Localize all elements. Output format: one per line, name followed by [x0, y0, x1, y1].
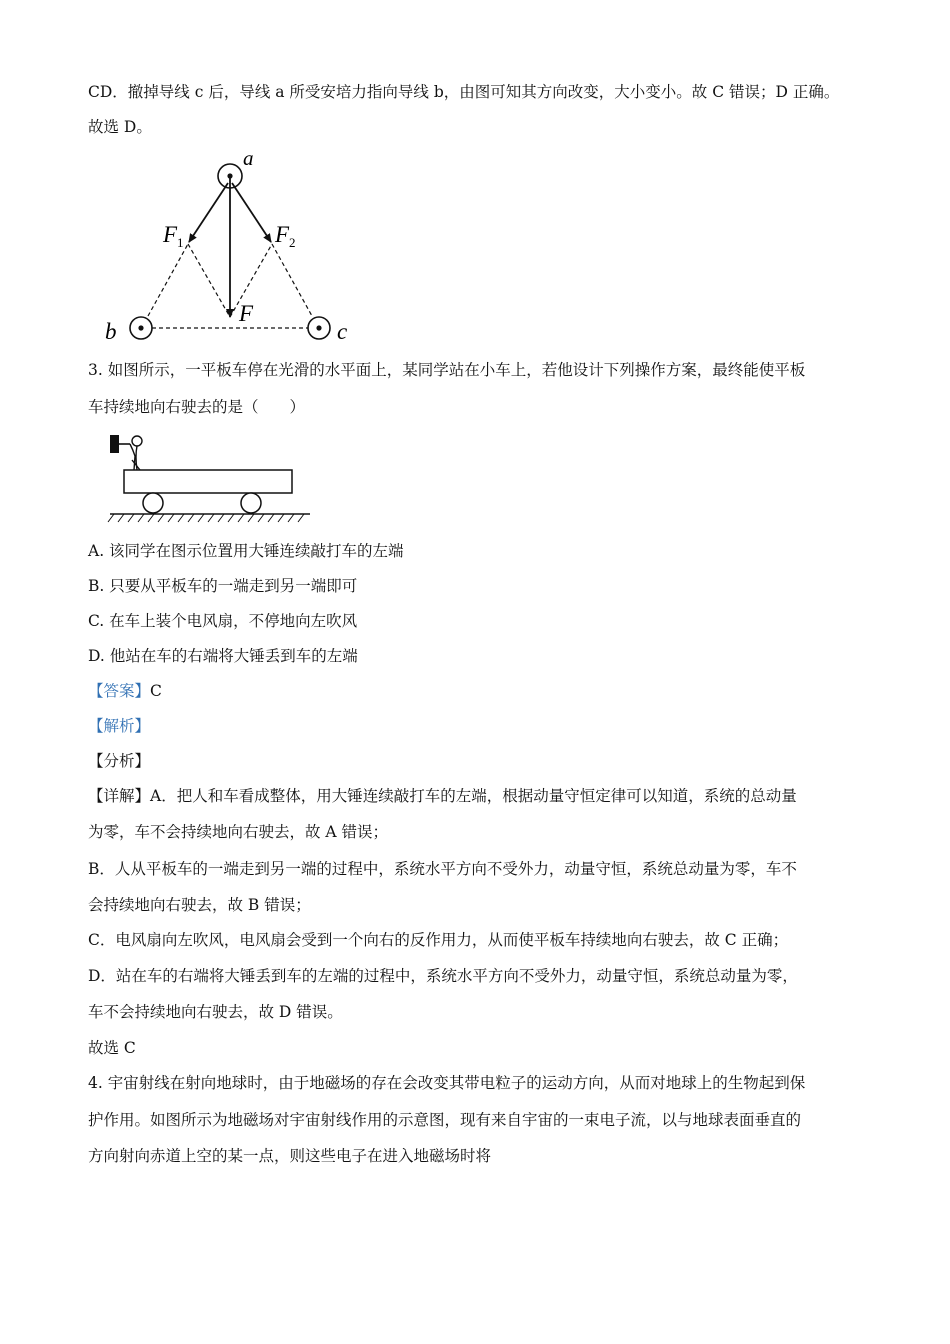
q3-option-a: A. 该同学在图示位置用大锤连续敲打车的左端	[88, 542, 404, 560]
dashed-line-f2-c	[272, 244, 312, 316]
q4-line-2: 护作用。如图所示为地磁场对宇宙射线作用的示意图，现有来自宇宙的一束电子流，以与地球表面垂直的	[88, 1111, 802, 1129]
ground	[108, 514, 310, 522]
detail-line-1	[88, 786, 797, 806]
detail-line-7: 车不会持续地向右驶去，故 D 错误。	[88, 1003, 343, 1021]
label-force-f1: F	[163, 222, 178, 247]
detail-text-1: A．把人和车看成整体，用大锤连续敲打车的左端，根据动量守恒定律可以知道，系统的总动量	[150, 787, 797, 805]
q3-answer	[88, 681, 162, 701]
q3-conclusion: 故选 C	[88, 1039, 136, 1057]
label-force-f1-subscript: 1	[177, 235, 184, 250]
cart-wheel-right	[241, 493, 261, 513]
label-a: a	[243, 146, 254, 170]
detail-line-2: 为零，车不会持续地向右驶去，故 A 错误；	[88, 823, 389, 841]
wire-b	[130, 317, 152, 339]
fenxi-tag: 【分析】	[88, 752, 151, 770]
answer-tag: 【答案】	[88, 682, 151, 700]
q4-line-1: 4. 宇宙射线在射向地球时，由于地磁场的存在会改变其带电粒子的运动方向，从而对地球上的生物起到保	[88, 1074, 806, 1092]
detail-line-4: 会持续地向右驶去，故 B 错误；	[88, 896, 311, 914]
answer-value: C	[150, 682, 162, 700]
q3-option-b: B. 只要从平板车的一端走到另一端即可	[88, 577, 358, 595]
force-f1-arrow	[189, 183, 228, 242]
wire-c	[308, 317, 330, 339]
detail-line-6: D．站在车的右端将大锤丢到车的左端的过程中，系统水平方向不受外力，动量守恒，系统总动量为零，	[88, 967, 798, 985]
q3-option-d: D. 他站在车的右端将大锤丢到车的左端	[88, 647, 358, 665]
analysis-tag: 【解析】	[88, 717, 151, 735]
label-b: b	[105, 319, 117, 344]
prev-answer-line-1: CD．撤掉导线 c 后，导线 a 所受安培力指向导线 b，由图可知其方向改变，大小变小。故 C 错误；D 正确。	[88, 83, 840, 101]
dashed-line-b-f1	[148, 244, 188, 316]
label-force-f2: F	[275, 222, 290, 247]
detail-line-5: C．电风扇向左吹风，电风扇会受到一个向右的反作用力，从而使平板车持续地向右驶去，故 C 正确；	[88, 931, 789, 949]
q3-stem-line-1: 3. 如图所示，一平板车停在光滑的水平面上，某同学站在小车上，若他设计下列操作方案，最终能使平板	[88, 361, 806, 379]
q3-stem-line-2: 车持续地向右驶去的是（ ）	[88, 398, 306, 416]
q3-option-c: C. 在车上装个电风扇，不停地向左吹风	[88, 612, 358, 630]
label-force-f: F	[239, 301, 254, 326]
prev-answer-line-2: 故选 D。	[88, 118, 152, 136]
force-f2-arrow	[232, 183, 271, 242]
label-c: c	[337, 319, 348, 344]
person-with-hammer	[110, 435, 142, 470]
dashed-line-f1-f	[188, 244, 230, 317]
cart-figure	[106, 430, 316, 525]
q4-line-3: 方向射向赤道上空的某一点，则这些电子在进入地磁场时将	[88, 1147, 492, 1165]
flatbed-cart	[124, 470, 292, 493]
detail-tag: 【详解】	[88, 787, 151, 805]
force-vector-diagram	[95, 145, 365, 350]
label-force-f2-subscript: 2	[289, 235, 296, 250]
cart-wheel-left	[143, 493, 163, 513]
detail-line-3: B．人从平板车的一端走到另一端的过程中，系统水平方向不受外力，动量守恒，系统总动量为零，车不	[88, 860, 797, 878]
